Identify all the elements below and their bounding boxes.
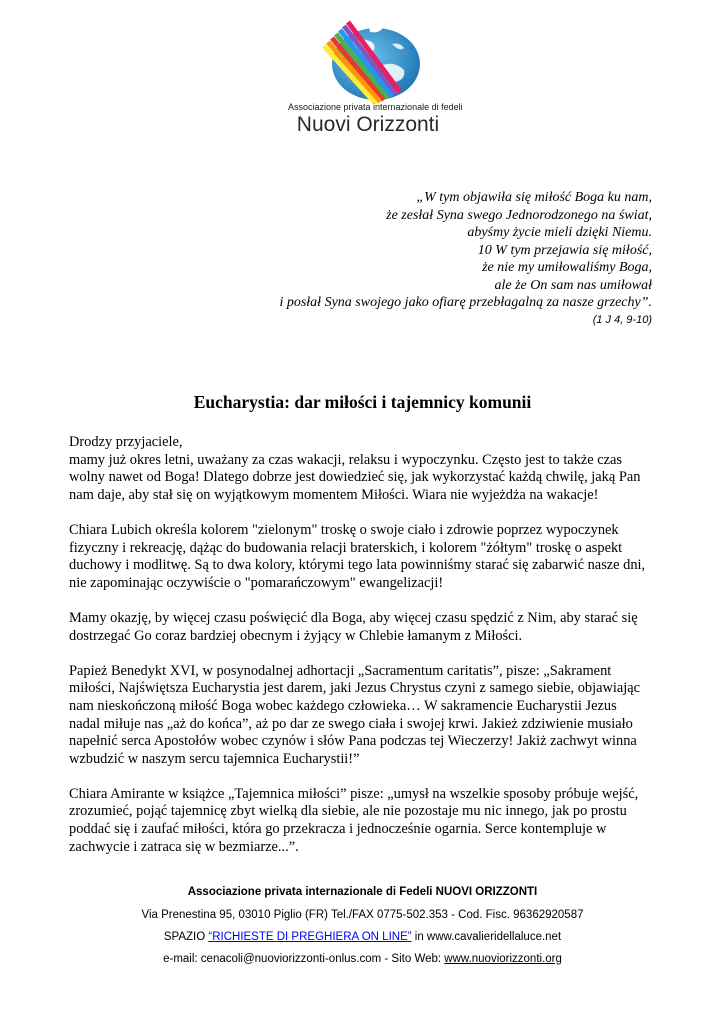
text-line: poddać się i zaufać miłości, która go przekracza i jednocześnie ogarnia. Serce kontempluje w [69,821,607,838]
footer-address: Via Prenestina 95, 03010 Piglio (FR) Tel./FAX 0775-502.353 - Cod. Fisc. 96362920587 [141,909,584,921]
quote-line: że zesłał Syna swego Jednorodzonego na świat, [386,207,652,223]
text-line: Papież Benedykt XVI, w posynodalnej adhortacji „Sacramentum caritatis”, pisze: „Sakrament [69,662,612,679]
text-line: nie zapominając oczywiście o "pomarańczowym" ewangelizacji! [69,574,444,591]
quote-line: „W tym objawiła się miłość Boga ku nam, [416,190,652,205]
quote-line: abyśmy życie mieli dzięki Niemu. [467,225,652,240]
text-line: mamy już okres letni, uważany za czas wakacji, relaksu i wypoczynku. Często jest to także czas [69,451,623,468]
text-line: fizyczny i rekreację, dążąc do budowania relacji braterskich, i kolorem "żółtym" troskę o aspekt [69,539,623,556]
text-line: nadal miłuje nas „aż do końca”, aż po dar ze swego ciała i swojej krwi. Jakież zdziwienie musiało [69,715,633,732]
spazio-prefix: SPAZIO [163,931,209,943]
footer-spazio [0,929,725,951]
text-line: nam daje, aby stał się on wyjątkowym momentem Miłości. Wiara nie wyjeżdża na wakacje! [69,486,599,503]
text-line: duchowy i modlitwę. Są to dwa kolory, którymi tego lata powinniśmy starać się zabarwić nasze dni, [69,557,646,574]
text-line: nam nieskończoną miłość Boga wobec każdego człowieka… W sakramencie Eucharystii Jezus [69,697,617,714]
footer [0,884,725,973]
text-line: dostrzegać Go coraz bardziej obecnym i żyjący w Chlebie łamanym z Miłości. [69,627,523,644]
text-line: Drodzy przyjaciele, [69,434,183,450]
text-line: miłości, Najświętsza Eucharystia jest darem, jaki Jezus Chrystus czyni z samego siebie, objawiając [69,680,641,697]
text-line: Mamy okazję, by więcej czasu poświęcić dla Boga, aby więcej czasu spędzić z Nim, aby starać się [69,609,638,626]
footer-org: Associazione privata internazionale di Fedeli NUOVI ORIZZONTI [187,886,538,898]
bible-quote [172,189,652,327]
text-line: Chiara Lubich określa kolorem "zielonym" troskę o swoje ciało i zdrowie poprzez wypoczynek [69,521,619,538]
paragraph [69,786,669,856]
quote-line: że nie my umiłowaliśmy Boga, [482,260,652,275]
text-line: Chiara Amirante w książce „Tajemnica miłości” pisze: „umysł na wszelkie sposoby próbuje wejść, [69,785,639,802]
paragraph [69,610,669,645]
website-link[interactable]: www.nuoviorizzonti.org [444,953,562,965]
paragraph [69,663,669,769]
globe-rainbow-icon [310,14,426,104]
footer-contact [0,951,725,973]
spazio-suffix: in www.cavalieridellaluce.net [411,931,562,943]
text-line: zrozumieć, pojąć tajemnicę zbyt wielką dla siebie, ale nie pozostaje mu nic innego, jak po prostu [69,803,627,820]
quote-line: 10 W tym przejawia się miłość, [477,242,652,258]
text-line: napełnić serca Apostołów wobec czynów i słów Pana podczas tej Wieczerzy! Jakiż zachwyt winna [69,733,637,750]
paragraph [69,522,669,592]
quote-line: i posłał Syna swojego jako ofiarę przebłagalną za nasze grzechy”. [279,295,652,310]
prayer-requests-link[interactable]: “RICHIESTE DI PREGHIERA ON LINE” [208,931,412,943]
page-title: Eucharystia: dar miłości i tajemnicy komunii [193,392,532,412]
paragraph [69,434,669,504]
text-line: wzbudzić w naszym sercu tajemnica Eucharystii!” [69,750,360,767]
quote-reference: (1 J 4, 9-10) [592,313,652,326]
logo [288,14,463,136]
email-text: e-mail: cenacoli@nuoviorizzonti-onlus.com - Sito Web: [163,953,445,965]
article-body [69,434,669,874]
text-line: zachwycie i zatraca się w bezmiarze...”. [69,838,299,855]
logo-tagline: Associazione privata internazionale di fedeli [288,102,463,112]
quote-line: ale że On sam nas umiłował [494,277,652,293]
logo-brand: Nuovi Orizzonti [296,113,440,136]
text-line: wolny nawet od Boga! Dlatego dobrze jest dowiedzieć się, jak wykorzystać każdą chwilę, jaką Pan [69,469,641,486]
